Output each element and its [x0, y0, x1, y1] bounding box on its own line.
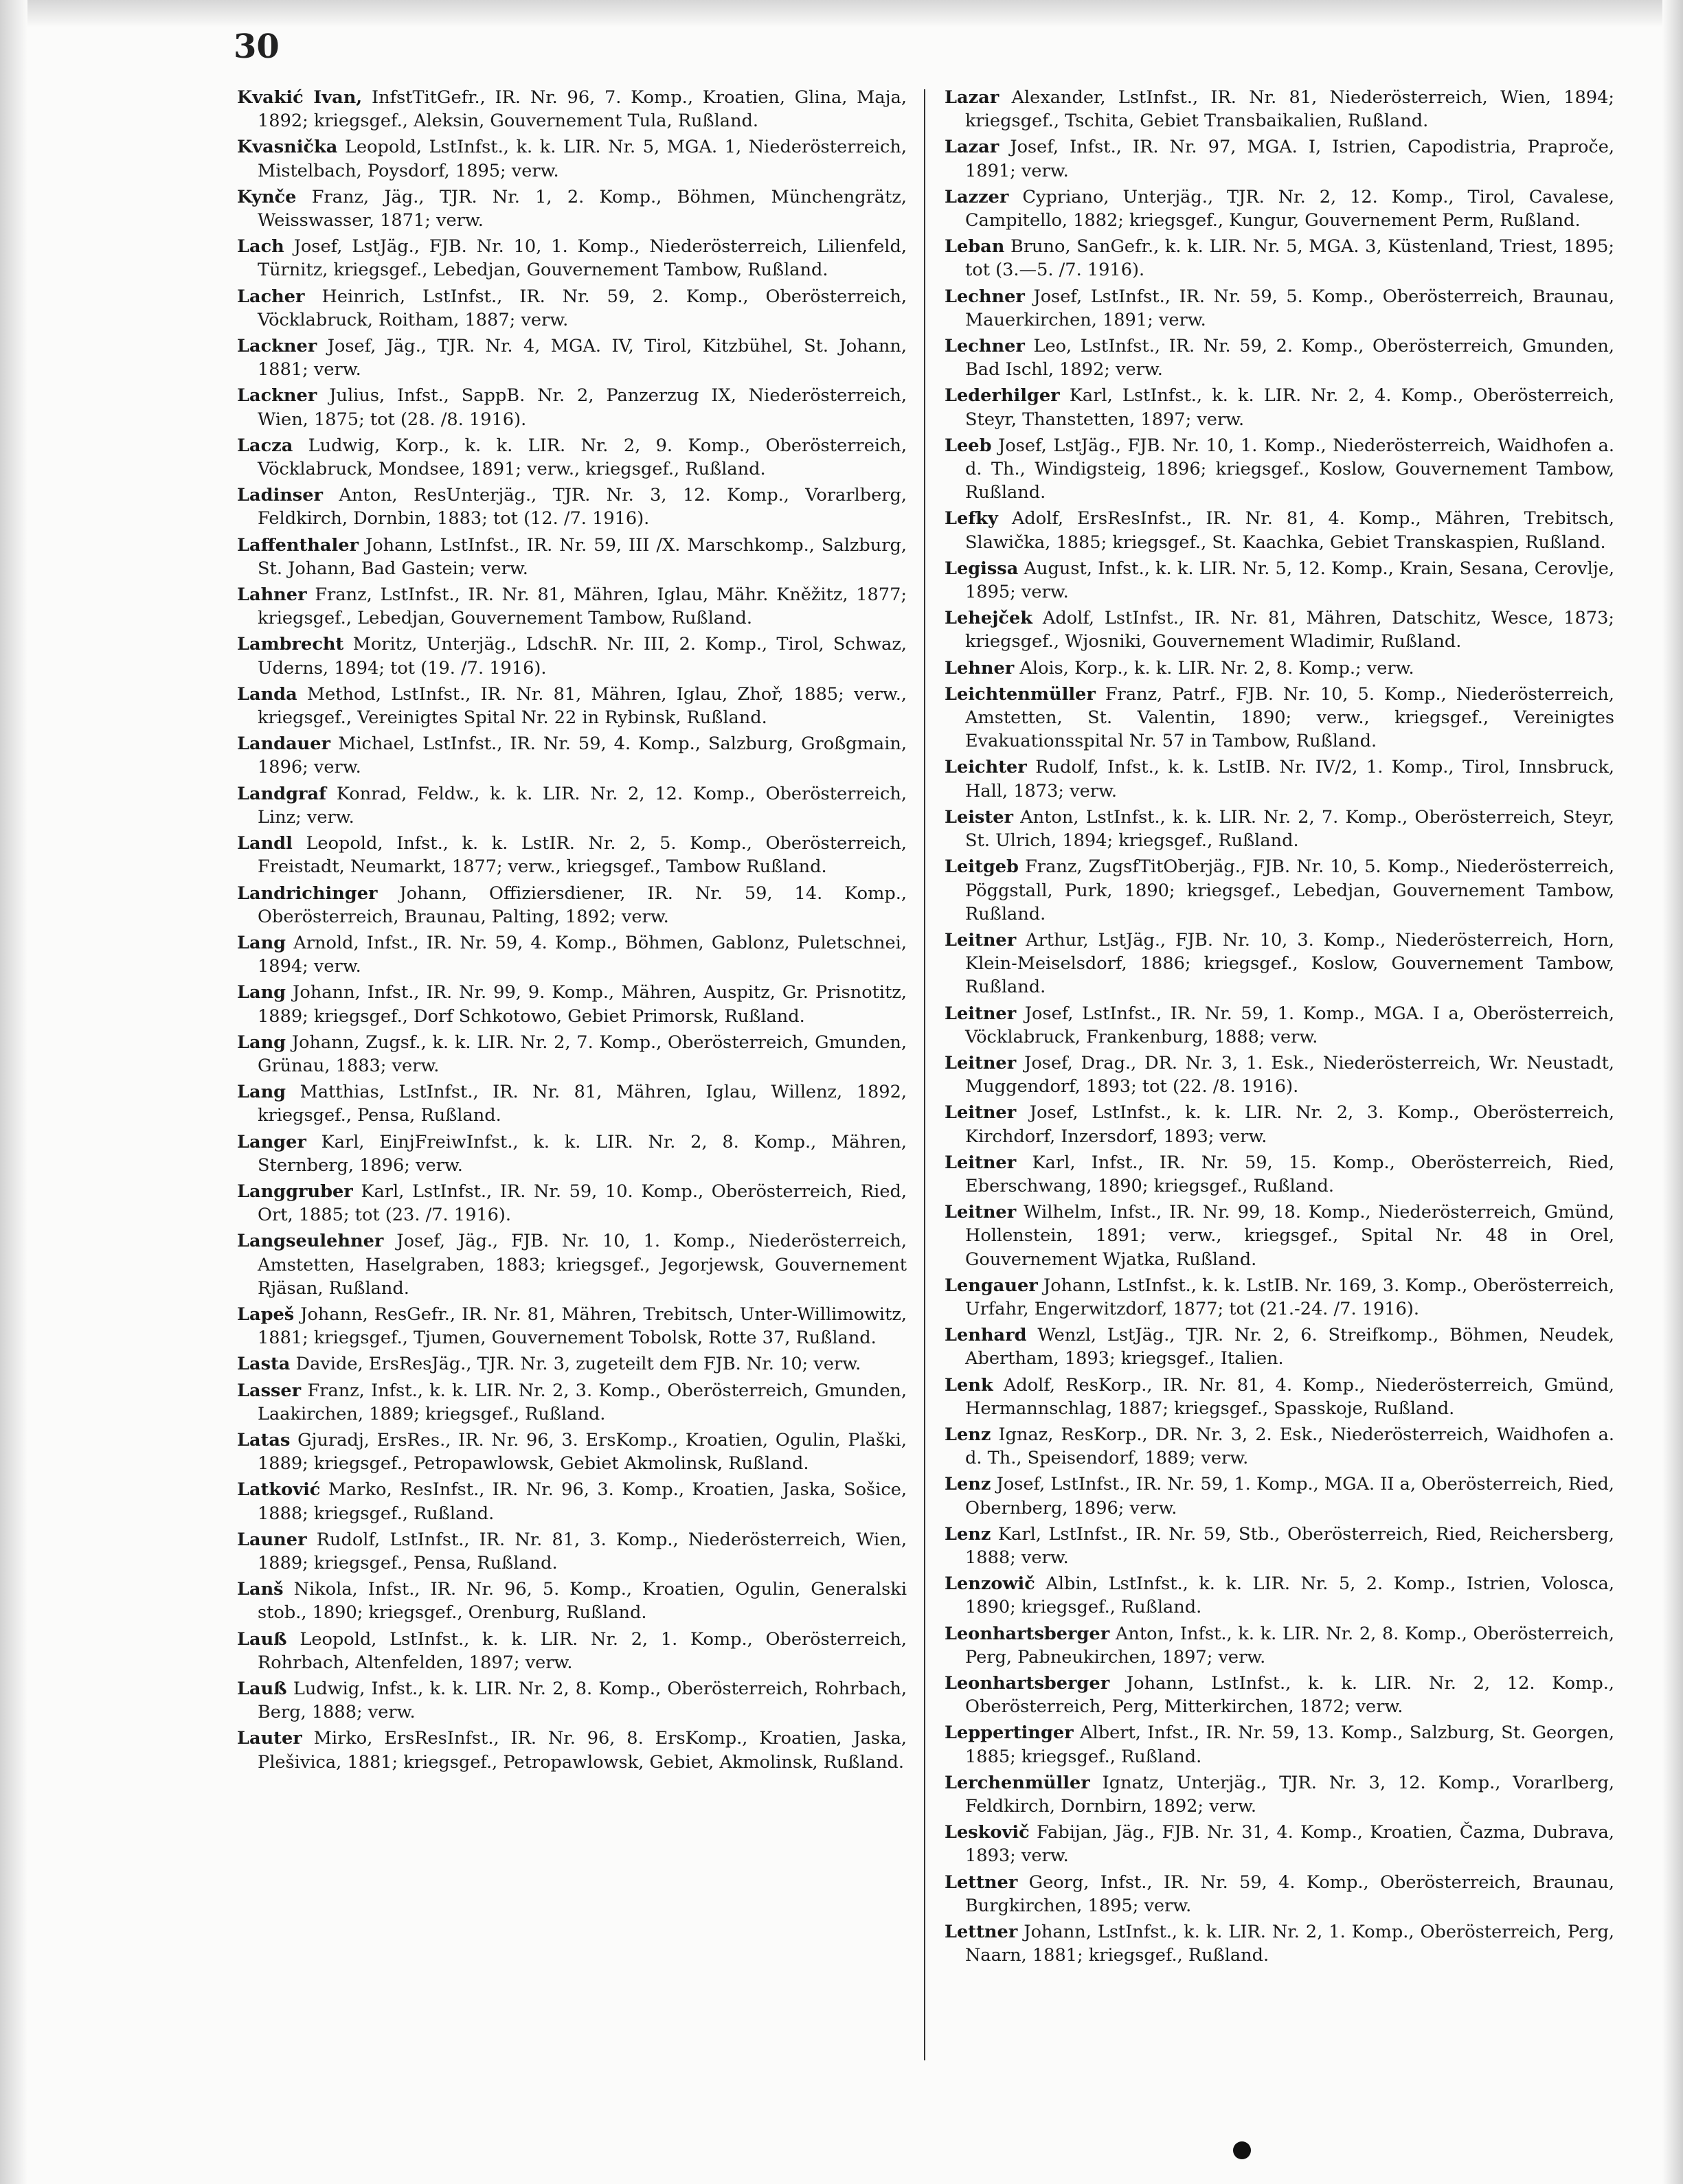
entry-name: Lang [237, 932, 286, 953]
entry-name: Lach [237, 236, 284, 258]
list-entry [945, 855, 1614, 926]
entry-details: Franz, Patrf., FJB. Nr. 10, 5. Komp., Niederösterreich, Amstetten, St. Valentin, 1890; verw., kriegsgef., Vereinigtes Evakuationsspital Nr. 57 in Tambow, Rußland. [965, 683, 1614, 752]
entry-name: Launer [237, 1529, 307, 1550]
entry-name: Langer [237, 1131, 306, 1152]
list-entry [237, 931, 907, 978]
list-entry [237, 1727, 907, 1773]
entry-details: Karl, Infst., IR. Nr. 59, 15. Komp., Oberösterreich, Ried, Eberschwang, 1890; kriegsgef., Rußland. [965, 1152, 1614, 1196]
right-column [945, 86, 1614, 1970]
list-entry [237, 285, 907, 332]
entry-name: Landrichinger [237, 883, 378, 904]
entry-name: Landa [237, 683, 297, 705]
entry-details: Josef, LstInfst., k. k. LIR. Nr. 2, 3. Komp., Oberösterreich, Kirchdorf, Inzersdorf, 1893; verw. [965, 1102, 1614, 1147]
entry-details: Ignatz, Unterjäg., TJR. Nr. 3, 12. Komp., Vorarlberg, Feldkirch, Dornbirn, 1892; verw. [965, 1772, 1614, 1817]
list-entry [237, 1628, 907, 1674]
list-entry [945, 185, 1614, 232]
entry-name: Lehner [945, 657, 1015, 679]
list-entry [945, 1672, 1614, 1718]
list-entry [237, 384, 907, 431]
entry-details: Fabijan, Jäg., FJB. Nr. 31, 4. Komp., Kroatien, Čazma, Dubrava, 1893; verw. [965, 1822, 1614, 1867]
entry-name: Lasta [237, 1354, 291, 1375]
entry-name: Leister [945, 806, 1014, 828]
entry-details: Karl, EinjFreiwInfst., k. k. LIR. Nr. 2, 8. Komp., Mähren, Sternberg, 1896; verw. [258, 1131, 907, 1176]
entry-name: Lacher [237, 286, 305, 307]
list-entry [237, 633, 907, 679]
list-entry [945, 1572, 1614, 1619]
entry-details: Gjuradj, ErsRes., IR. Nr. 96, 3. ErsKomp., Kroatien, Ogulin, Plaški, 1889; kriegsgef., Petropawlowsk, Gebiet Akmolinsk, Rußland. [258, 1429, 907, 1475]
entry-details: Albin, LstInfst., k. k. LIR. Nr. 5, 2. Komp., Istrien, Volosca, 1890; kriegsgef., Rußland. [965, 1573, 1615, 1618]
column-divider [924, 89, 925, 2060]
list-entry [237, 1180, 907, 1227]
entry-details: Matthias, LstInfst., IR. Nr. 81, Mähren, Iglau, Willenz, 1892, kriegsgef., Pensa, Rußland. [258, 1082, 907, 1126]
entry-details: Ignaz, ResKorp., DR. Nr. 3, 2. Esk., Niederösterreich, Waidhofen a. d. Th., Speisendorf, 1889; verw. [965, 1424, 1614, 1469]
entry-name: Lackner [237, 336, 317, 357]
entry-details: Heinrich, LstInfst., IR. Nr. 59, 2. Komp., Oberösterreich, Vöcklabruck, Roitham, 1887; verw. [258, 286, 907, 330]
list-entry [945, 806, 1614, 852]
entry-name: Lenk [945, 1374, 993, 1396]
entry-details: Ludwig, Infst., k. k. LIR. Nr. 2, 8. Komp., Oberösterreich, Rohrbach, Berg, 1888; verw. [258, 1679, 907, 1723]
list-entry [237, 1677, 907, 1724]
list-entry [237, 434, 907, 481]
entry-details: Mirko, ErsResInfst., IR. Nr. 96, 8. ErsKomp., Kroatien, Jaska, Plešivica, 1881; kriegsgef., Petropawlowsk, Gebiet, Akmolinsk, Rußland. [258, 1728, 907, 1773]
list-entry [945, 1374, 1614, 1420]
scan-edge-top [0, 0, 1683, 27]
list-entry [945, 1151, 1614, 1198]
entry-details: Johann, Zugsf., k. k. LIR. Nr. 2, 7. Komp., Oberösterreich, Gmunden, Grünau, 1883; verw. [258, 1032, 907, 1076]
entry-name: Lechner [945, 336, 1025, 357]
entry-name: Lackner [237, 385, 317, 407]
entry-details: Johann, LstInfst., k. k. LstIB. Nr. 169, 3. Komp., Oberösterreich, Urfahr, Engerwitzdorf, 1877; tot (21.-24. /7. 1916). [965, 1275, 1615, 1319]
entry-details: Wilhelm, Infst., IR. Nr. 99, 18. Komp., Niederösterreich, Gmünd, Hollenstein, 1891; verw., kriegsgef., Spital Nr. 48 in Orel, Gouvernement Wjatka, Rußland. [965, 1202, 1614, 1270]
list-entry [237, 1130, 907, 1177]
entry-name: Leitner [945, 1202, 1017, 1223]
list-entry [945, 683, 1614, 753]
entry-name: Lettner [945, 1872, 1018, 1893]
entry-details: Rudolf, Infst., k. k. LstIB. Nr. IV/2, 1. Komp., Tirol, Innsbruck, Hall, 1873; verw. [965, 757, 1614, 801]
entry-details: Josef, Jäg., FJB. Nr. 10, 1. Komp., Niederösterreich, Amstetten, Haselgraben, 1883; kriegsgef., Jegorjewsk, Gouvernement Rjäsan, Rußland. [258, 1231, 907, 1299]
entry-details: Johann, ResGefr., IR. Nr. 81, Mähren, Trebitsch, Unter-Willimowitz, 1881; kriegsgef., Tjumen, Gouvernement Tobolsk, Rotte 37, Rußland. [258, 1304, 907, 1349]
entry-name: Kvakić Ivan, [237, 87, 363, 108]
list-entry [945, 235, 1614, 282]
entry-name: Lederhilger [945, 385, 1060, 407]
list-entry [945, 1274, 1614, 1321]
entry-name: Lanš [237, 1579, 284, 1600]
entry-details: Ludwig, Korp., k. k. LIR. Nr. 2, 9. Komp., Oberösterreich, Vöcklabruck, Mondsee, 1891; verw., kriegsgef., Rußland. [258, 435, 907, 480]
entry-details: Bruno, SanGefr., k. k. LIR. Nr. 5, MGA. 3, Küstenland, Triest, 1895; tot (3.—5. /7. 1916). [965, 236, 1614, 281]
list-entry [237, 1379, 907, 1426]
entry-name: Latas [237, 1429, 291, 1451]
list-entry [237, 1352, 907, 1376]
entry-name: Lasser [237, 1380, 302, 1401]
ink-blot [1233, 2141, 1251, 2159]
list-entry [945, 1201, 1614, 1271]
entry-details: Adolf, LstInfst., IR. Nr. 81, Mähren, Datschitz, Wesce, 1873; kriegsgef., Wjosniki, Gouvernement Wladimir, Rußland. [965, 608, 1614, 652]
entry-name: Leppertinger [945, 1722, 1074, 1744]
scan-edge-right [1662, 0, 1683, 2184]
entry-details: Josef, LstInfst., IR. Nr. 59, 1. Komp., MGA. II a, Oberösterreich, Ried, Obernberg, 1896; verw. [965, 1474, 1614, 1518]
list-entry [945, 434, 1614, 505]
list-entry [237, 1031, 907, 1078]
list-entry [237, 1578, 907, 1624]
entry-name: Landauer [237, 733, 331, 755]
entry-details: Josef, LstInfst., IR. Nr. 59, 5. Komp., Oberösterreich, Braunau, Mauerkirchen, 1891; verw. [965, 286, 1614, 330]
entry-details: Josef, Drag., DR. Nr. 3, 1. Esk., Niederösterreich, Wr. Neustadt, Muggendorf, 1893; tot (22. /8. 1916). [965, 1052, 1614, 1097]
entry-name: Landgraf [237, 783, 327, 804]
entry-name: Latković [237, 1479, 321, 1501]
entry-name: Lengauer [945, 1275, 1038, 1296]
entry-details: Josef, LstJäg., FJB. Nr. 10, 1. Komp., Niederösterreich, Lilienfeld, Türnitz, kriegsgef., Lebedjan, Gouvernement Tambow, Rußland. [258, 236, 907, 281]
entry-details: Marko, ResInfst., IR. Nr. 96, 3. Komp., Kroatien, Jaska, Sošice, 1888; kriegsgef., Rußland. [258, 1479, 907, 1524]
list-entry [945, 755, 1614, 802]
list-entry [945, 1721, 1614, 1768]
list-entry [945, 1323, 1614, 1370]
list-entry [945, 657, 1614, 680]
entry-name: Lacza [237, 435, 293, 456]
entry-name: Lenhard [945, 1325, 1027, 1346]
list-entry [237, 583, 907, 630]
entry-details: Konrad, Feldw., k. k. LIR. Nr. 2, 12. Komp., Oberösterreich, Linz; verw. [258, 783, 907, 828]
entry-details: Anton, ResUnterjäg., TJR. Nr. 3, 12. Komp., Vorarlberg, Feldkirch, Dornbin, 1883; tot (12. /7. 1916). [258, 485, 907, 530]
scan-edge-left [0, 0, 27, 2184]
list-entry [237, 185, 907, 232]
list-entry [237, 1303, 907, 1350]
entry-details: Arthur, LstJäg., FJB. Nr. 10, 3. Komp., Niederösterreich, Horn, Klein-Meiselsdorf, 1886; kriegsgef., Koslow, Gouvernement Tambow, Rußland. [965, 929, 1614, 998]
left-column [237, 86, 907, 1777]
entry-name: Lahner [237, 584, 307, 606]
entry-name: Leichter [945, 757, 1027, 778]
entry-name: Landl [237, 833, 293, 854]
entry-details: Leopold, LstInfst., k. k. LIR. Nr. 2, 1. Komp., Oberösterreich, Rohrbach, Altenfelden, 1897; verw. [258, 1628, 907, 1673]
entry-details: Johann, Infst., IR. Nr. 99, 9. Komp., Mähren, Auspitz, Gr. Prisnotitz, 1889; kriegsgef., Dorf Schkotowo, Gebiet Primorsk, Rußland. [258, 982, 907, 1027]
entry-details: Franz, Jäg., TJR. Nr. 1, 2. Komp., Böhmen, Münchengrätz, Weisswasser, 1871; verw. [258, 186, 907, 231]
entry-details: Josef, LstJäg., FJB. Nr. 10, 1. Komp., Niederösterreich, Waidhofen a. d. Th., Windigsteig, 1896; kriegsgef., Koslow, Gouvernement Tambow, Rußland. [965, 435, 1614, 503]
entry-name: Langseulehner [237, 1231, 384, 1252]
list-entry [237, 135, 907, 182]
list-entry [237, 832, 907, 878]
entry-name: Leitgeb [945, 856, 1019, 878]
entry-details: Johann, Offiziersdiener, IR. Nr. 59, 14. Komp., Oberösterreich, Braunau, Palting, 1892; verw. [258, 883, 907, 927]
list-entry [237, 1429, 907, 1475]
entry-name: Leitner [945, 1003, 1017, 1024]
entry-details: Davide, ErsResJäg., TJR. Nr. 3, zugeteilt dem FJB. Nr. 10; verw. [295, 1354, 861, 1375]
entry-details: Moritz, Unterjäg., LdschR. Nr. III, 2. Komp., Tirol, Schwaz, Uderns, 1894; tot (19. /7. 1916). [258, 634, 907, 679]
list-entry [945, 285, 1614, 332]
entry-details: Adolf, ResKorp., IR. Nr. 81, 4. Komp., Niederösterreich, Gmünd, Hermannschlag, 1887; kriegsgef., Spasskoje, Rußland. [965, 1374, 1615, 1419]
entry-name: Lenz [945, 1523, 991, 1545]
list-entry [945, 1920, 1614, 1967]
entry-details: Method, LstInfst., IR. Nr. 81, Mähren, Iglau, Zhoř, 1885; verw., kriegsgef., Vereinigtes Spital Nr. 22 in Rybinsk, Rußland. [258, 683, 907, 729]
entry-details: Karl, LstInfst., IR. Nr. 59, Stb., Oberösterreich, Ried, Reichersberg, 1888; verw. [965, 1523, 1614, 1568]
entry-name: Lerchenmüller [945, 1772, 1090, 1793]
entry-details: Arnold, Infst., IR. Nr. 59, 4. Komp., Böhmen, Gablonz, Puletschnei, 1894; verw. [258, 932, 907, 977]
list-entry [945, 557, 1614, 604]
entry-name: Lenz [945, 1474, 991, 1495]
list-entry [237, 1528, 907, 1575]
entry-details: Franz, LstInfst., IR. Nr. 81, Mähren, Iglau, Mähr. Kněžitz, 1877; kriegsgef., Lebedjan, Gouvernement Tambow, Rußland. [258, 584, 907, 629]
entry-details: Wenzl, LstJäg., TJR. Nr. 2, 6. Streifkomp., Böhmen, Neudek, Abertham, 1893; kriegsgef., Italien. [965, 1325, 1614, 1369]
entry-details: Johann, LstInfst., IR. Nr. 59, III /X. Marschkomp., Salzburg, St. Johann, Bad Gastein; verw. [258, 534, 907, 579]
list-entry [945, 1002, 1614, 1049]
entry-details: Franz, Infst., k. k. LIR. Nr. 2, 3. Komp., Oberösterreich, Gmunden, Laakirchen, 1889; kriegsgef., Rußland. [258, 1380, 907, 1424]
entry-name: Lazar [945, 87, 999, 108]
entry-name: Leonhartsberger [945, 1673, 1110, 1694]
list-entry [945, 929, 1614, 999]
list-entry [945, 1871, 1614, 1918]
list-entry [237, 1229, 907, 1300]
entry-details: Karl, LstInfst., IR. Nr. 59, 10. Komp., Oberösterreich, Ried, Ort, 1885; tot (23. /7. 1916). [258, 1181, 907, 1226]
entry-name: Lang [237, 1082, 286, 1103]
entry-details: Anton, Infst., k. k. LIR. Nr. 2, 8. Komp., Oberösterreich, Perg, Pabneukirchen, 1897; verw. [965, 1623, 1614, 1668]
entry-name: Leonhartsberger [945, 1623, 1110, 1644]
list-entry [945, 1821, 1614, 1867]
list-entry [237, 683, 907, 729]
entry-details: Cypriano, Unterjäg., TJR. Nr. 2, 12. Komp., Tirol, Cavalese, Campitello, 1882; kriegsgef., Kungur, Gouvernement Perm, Rußland. [965, 186, 1615, 231]
entry-details: Karl, LstInfst., k. k. LIR. Nr. 2, 4. Komp., Oberösterreich, Steyr, Thanstetten, 1897; verw. [965, 385, 1614, 430]
list-entry [945, 86, 1614, 133]
entry-details: Alexander, LstInfst., IR. Nr. 81, Niederösterreich, Wien, 1894; kriegsgef., Tschita, Gebiet Transbaikalien, Rußland. [965, 87, 1614, 132]
list-entry [237, 86, 907, 133]
entry-name: Kynče [237, 186, 297, 207]
entry-details: Alois, Korp., k. k. LIR. Nr. 2, 8. Komp.; verw. [1019, 657, 1414, 679]
list-entry [945, 1423, 1614, 1470]
entry-name: Lang [237, 982, 286, 1003]
entry-name: Lechner [945, 286, 1025, 307]
entry-name: Lefky [945, 508, 998, 530]
list-entry [237, 334, 907, 381]
entry-details: Leo, LstInfst., IR. Nr. 59, 2. Komp., Oberösterreich, Gmunden, Bad Ischl, 1892; verw. [965, 336, 1614, 380]
entry-details: Leopold, Infst., k. k. LstIR. Nr. 2, 5. Komp., Oberösterreich, Freistadt, Neumarkt, 1877; verw., kriegsgef., Tambow Rußland. [258, 833, 907, 878]
entry-name: Lenzowič [945, 1573, 1035, 1595]
entry-name: Leitner [945, 1052, 1017, 1073]
list-entry [945, 1472, 1614, 1519]
entry-details: Josef, LstInfst., IR. Nr. 59, 1. Komp., MGA. I a, Oberösterreich, Vöcklabruck, Frankenburg, 1888; verw. [965, 1003, 1615, 1047]
entry-details: Rudolf, LstInfst., IR. Nr. 81, 3. Komp., Niederösterreich, Wien, 1889; kriegsgef., Pensa, Rußland. [258, 1529, 907, 1573]
entry-details: Michael, LstInfst., IR. Nr. 59, 4. Komp., Salzburg, Großgmain, 1896; verw. [258, 733, 907, 778]
list-entry [237, 782, 907, 829]
entry-details: Julius, Infst., SappB. Nr. 2, Panzerzug IX, Niederösterreich, Wien, 1875; tot (28. /8. 1916). [258, 385, 907, 430]
entry-details: InfstTitGefr., IR. Nr. 96, 7. Komp., Kroatien, Glina, Maja, 1892; kriegsgef., Aleksin, Gouvernement Tula, Rußland. [258, 87, 907, 132]
entry-details: Albert, Infst., IR. Nr. 59, 13. Komp., Salzburg, St. Georgen, 1885; kriegsgef., Rußland. [965, 1722, 1614, 1767]
entry-name: Ladinser [237, 485, 323, 506]
entry-name: Lazar [945, 137, 999, 158]
entry-name: Lauß [237, 1628, 287, 1650]
entry-name: Lauter [237, 1728, 302, 1749]
entry-name: Leeb [945, 435, 992, 456]
entry-name: Kvasnička [237, 137, 338, 158]
list-entry [237, 235, 907, 282]
entry-name: Lang [237, 1032, 286, 1053]
entry-name: Langgruber [237, 1181, 353, 1202]
list-entry [237, 882, 907, 929]
list-entry [945, 1523, 1614, 1569]
entry-details: Anton, LstInfst., k. k. LIR. Nr. 2, 7. Komp., Oberösterreich, Steyr, St. Ulrich, 1894; kriegsgef., Rußland. [965, 806, 1614, 852]
list-entry [237, 484, 907, 530]
list-entry [237, 1080, 907, 1127]
list-entry [945, 334, 1614, 381]
list-entry [945, 1101, 1614, 1148]
entry-name: Leitner [945, 1102, 1017, 1124]
list-entry [945, 1771, 1614, 1818]
entry-name: Leitner [945, 929, 1017, 951]
entry-details: Johann, LstInfst., k. k. LIR. Nr. 2, 1. Komp., Oberösterreich, Perg, Naarn, 1881; kriegsgef., Rußland. [965, 1922, 1615, 1966]
entry-name: Legissa [945, 558, 1019, 579]
entry-details: Georg, Infst., IR. Nr. 59, 4. Komp., Oberösterreich, Braunau, Burgkirchen, 1895; verw. [965, 1872, 1614, 1916]
list-entry [945, 1622, 1614, 1669]
list-entry [237, 534, 907, 580]
entry-name: Lettner [945, 1922, 1018, 1943]
list-entry [237, 1478, 907, 1525]
list-entry [945, 606, 1614, 653]
entry-details: Adolf, ErsResInfst., IR. Nr. 81, 4. Komp., Mähren, Trebitsch, Slawička, 1885; kriegsgef., St. Kaachka, Gebiet Transkaspien, Rußland. [965, 508, 1615, 553]
list-entry [945, 135, 1614, 182]
entry-name: Lambrecht [237, 634, 344, 655]
entry-name: Lehejček [945, 608, 1033, 629]
entry-name: Laffenthaler [237, 534, 359, 556]
entry-details: Johann, LstInfst., k. k. LIR. Nr. 2, 12. Komp., Oberösterreich, Perg, Mitterkirchen, 1872; verw. [965, 1673, 1614, 1718]
entry-name: Lapeš [237, 1304, 295, 1325]
entry-details: August, Infst., k. k. LIR. Nr. 5, 12. Komp., Krain, Sesana, Cerovlje, 1895; verw. [965, 558, 1614, 603]
entry-name: Lauß [237, 1679, 287, 1699]
entry-details: Nikola, Infst., IR. Nr. 96, 5. Komp., Kroatien, Ogulin, Generalski stob., 1890; kriegsgef., Orenburg, Rußland. [258, 1579, 907, 1624]
entry-name: Lazzer [945, 186, 1009, 207]
entry-name: Leichtenmüller [945, 683, 1096, 705]
list-entry [237, 981, 907, 1027]
entry-name: Leban [945, 236, 1005, 258]
entry-name: Lenz [945, 1424, 991, 1445]
list-entry [237, 732, 907, 779]
entry-details: Josef, Infst., IR. Nr. 97, MGA. I, Istrien, Capodistria, Praproče, 1891; verw. [965, 137, 1614, 181]
page-number: 30 [234, 27, 280, 66]
list-entry [945, 384, 1614, 431]
list-entry [945, 507, 1614, 554]
entry-details: Franz, ZugsfTitOberjäg., FJB. Nr. 10, 5. Komp., Niederösterreich, Pöggstall, Purk, 1890; kriegsgef., Lebedjan, Gouvernement Tambow, Rußland. [965, 856, 1614, 924]
entry-details: Josef, Jäg., TJR. Nr. 4, MGA. IV, Tirol, Kitzbühel, St. Johann, 1881; verw. [258, 336, 907, 380]
list-entry [945, 1051, 1614, 1098]
entry-details: Leopold, LstInfst., k. k. LIR. Nr. 5, MGA. 1, Niederösterreich, Mistelbach, Poysdorf, 1895; verw. [258, 137, 907, 181]
entry-name: Leitner [945, 1152, 1017, 1173]
entry-name: Leskovič [945, 1822, 1030, 1843]
